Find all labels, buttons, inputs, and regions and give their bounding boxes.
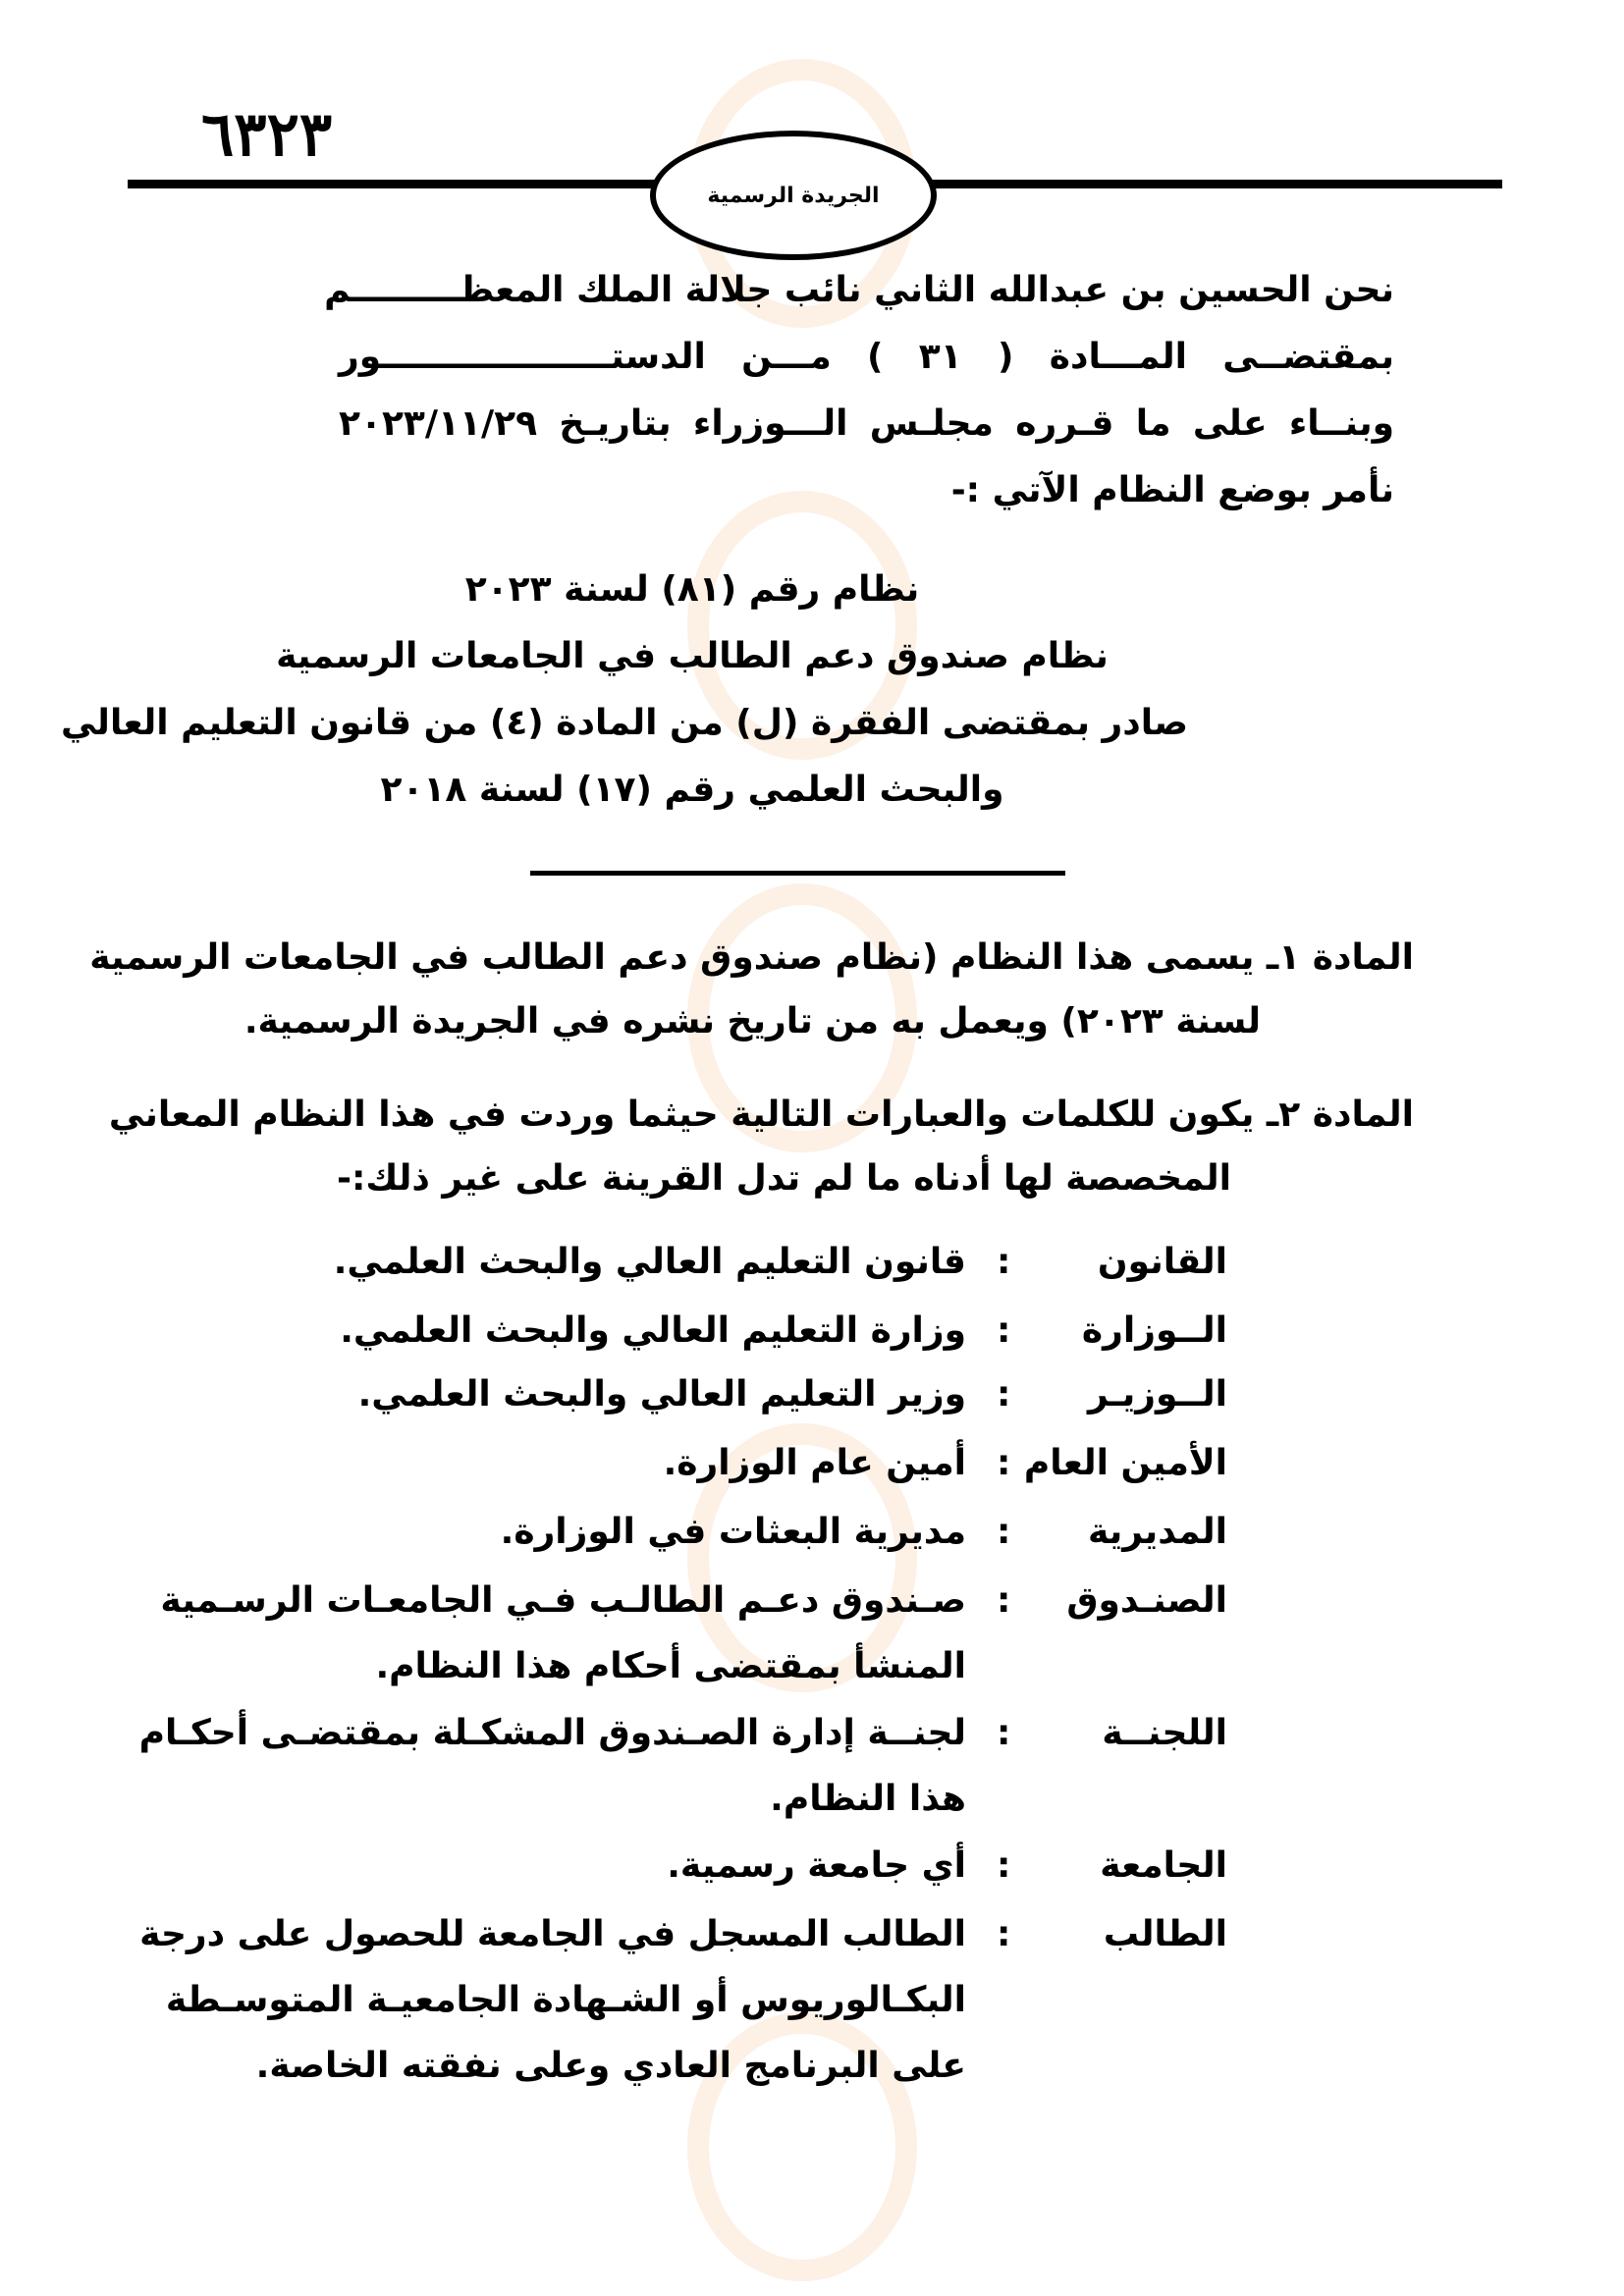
regulation-number: نظام رقم (٨١) لسنة ٢٠٢٣	[464, 569, 920, 610]
definition-text: البكـالوريوس أو الشـهادة الجامعيـة المتوسـطة	[165, 1980, 966, 2020]
definition-text: أي جامعة رسمية.	[667, 1845, 966, 1886]
definition-text: لجنــة إدارة الصـندوق المشكـلة بمقتضـى أحكـام	[138, 1713, 966, 1753]
preamble-line: نحن الحسين بن عبدالله الثاني نائب جلالة الملك المعظـــــــــم	[324, 270, 1394, 310]
definition-text: هذا النظام.	[770, 1779, 966, 1819]
definition-colon: :	[997, 1512, 1011, 1552]
definition-colon: :	[997, 1374, 1011, 1415]
definition-colon: :	[997, 1580, 1011, 1621]
definition-colon: :	[997, 1242, 1011, 1282]
definition-term: الــوزارة	[1081, 1310, 1227, 1351]
preamble-line: بمقتضــى المـــادة ( ٣١ ) مـــن الدستـــــــــــــــــــور	[339, 337, 1394, 377]
definition-text: المنشأ بمقتضى أحكام هذا النظام.	[375, 1646, 966, 1686]
article-2: المادة ٢ـ يكون للكلمات والعبارات التالية حيثما وردت في هذا النظام المعاني	[108, 1095, 1414, 1135]
article-1: لسنة ٢٠٢٣) ويعمل به من تاريخ نشره في الجريدة الرسمية.	[244, 1001, 1261, 1041]
masthead-title: الجريدة الرسمية	[707, 183, 880, 208]
definition-colon: :	[997, 1845, 1011, 1886]
definition-colon: :	[997, 1713, 1011, 1753]
definition-text: قانون التعليم العالي والبحث العلمي.	[333, 1242, 966, 1282]
definition-term: الجامعة	[1100, 1845, 1227, 1886]
section-divider	[530, 871, 1065, 876]
preamble-line: نأمر بوضع النظام الآتي :-	[950, 470, 1394, 510]
regulation-basis: صادر بمقتضى الفقرة (ل) من المادة (٤) من قانون التعليم العالي	[61, 703, 1188, 743]
definition-colon: :	[997, 1914, 1011, 1954]
definition-term: القانون	[1097, 1242, 1227, 1282]
definition-text: على البرنامج العادي وعلى نفقته الخاصة.	[255, 2046, 966, 2086]
definition-text: الطالب المسجل في الجامعة للحصول على درجة	[139, 1914, 966, 1954]
definition-colon: :	[997, 1443, 1011, 1483]
definition-colon: :	[997, 1310, 1011, 1351]
definition-term: الطالب	[1103, 1914, 1227, 1954]
definition-term: الصنـدوق	[1066, 1580, 1227, 1621]
preamble-line: وبنــاء على ما قـرره مجلـس الـــوزراء بتاريـخ ٢٠٢٣/١١/٢٩	[339, 403, 1394, 444]
definition-text: أمين عام الوزارة.	[663, 1443, 966, 1483]
regulation-title: نظام صندوق دعم الطالب في الجامعات الرسمية	[276, 636, 1109, 676]
definition-term: الأمين العام	[1023, 1443, 1227, 1483]
masthead-oval	[650, 131, 937, 260]
definition-text: وزارة التعليم العالي والبحث العلمي.	[340, 1310, 966, 1351]
page-number: ٦٣٢٣	[201, 98, 333, 170]
regulation-basis: والبحث العلمي رقم (١٧) لسنة ٢٠١٨	[380, 770, 1004, 810]
definition-term: اللجنــة	[1102, 1713, 1227, 1753]
definition-text: مديرية البعثات في الوزارة.	[500, 1512, 966, 1552]
definition-text: وزير التعليم العالي والبحث العلمي.	[357, 1374, 966, 1415]
article-2: المخصصة لها أدناه ما لم تدل القرينة على غير ذلك:-	[337, 1158, 1231, 1199]
article-1: المادة ١ـ يسمى هذا النظام (نظام صندوق دعم الطالب في الجامعات الرسمية	[89, 937, 1414, 978]
definition-term: الــوزيـر	[1088, 1374, 1227, 1415]
definition-term: المديرية	[1087, 1512, 1227, 1552]
definition-text: صـندوق دعـم الطالـب فـي الجامعـات الرسـمية	[160, 1580, 966, 1621]
